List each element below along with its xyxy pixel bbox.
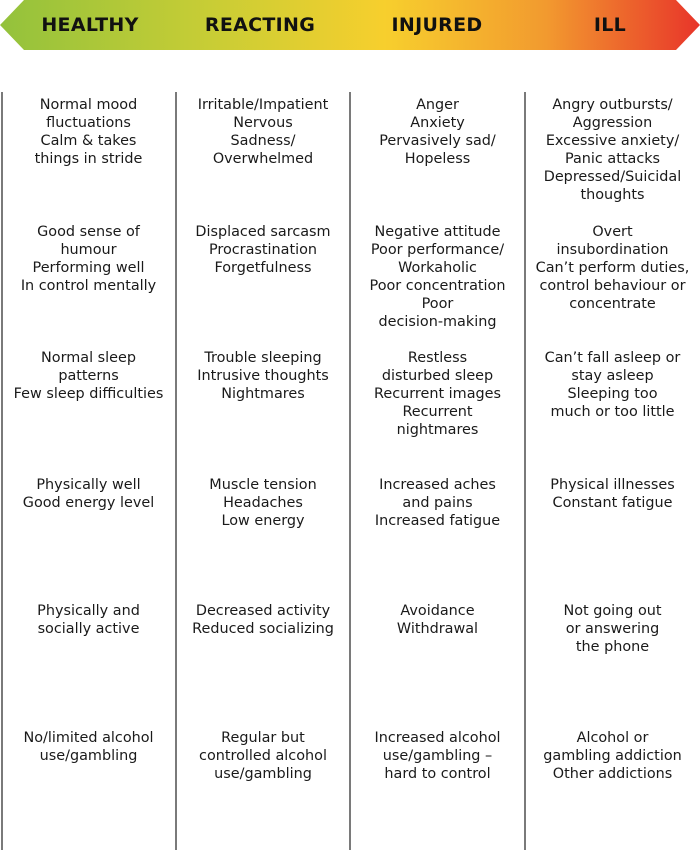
cell-healthy-mood: Normal mood fluctuations Calm & takes things in stride	[34, 97, 143, 167]
cell-injured-mood: Anger Anxiety Pervasively sad/ Hopeless	[379, 97, 496, 167]
cell-injured-physical: Increased aches and pains Increased fatigue	[374, 477, 501, 529]
cell-ill-social: Not going out or answering the phone	[563, 603, 662, 655]
label-reacting: REACTING	[204, 14, 316, 36]
cell-reacting-social: Decreased activity Reduced socializing	[192, 603, 334, 637]
cell-ill-physical: Physical illnesses Constant fatigue	[550, 477, 675, 511]
cell-healthy-attitude: Good sense of humour Performing well In control mentally	[20, 224, 157, 294]
cell-healthy-alcohol: No/limited alcohol use/gambling	[23, 730, 154, 764]
cell-healthy-social: Physically and socially active	[37, 603, 140, 637]
cell-injured-alcohol: Increased alcohol use/gambling – hard to control	[374, 730, 501, 782]
cell-ill-sleep: Can’t fall asleep or stay asleep Sleeping too much or too little	[544, 350, 681, 420]
cell-ill-alcohol: Alcohol or gambling addiction Other addictions	[543, 730, 682, 782]
cell-reacting-mood: Irritable/Impatient Nervous Sadness/ Overwhelmed	[197, 97, 329, 167]
cell-reacting-sleep: Trouble sleeping Intrusive thoughts Nightmares	[197, 350, 329, 402]
cell-ill-mood: Angry outbursts/ Aggression Excessive anxiety/ Panic attacks Depressed/Suicidal thoughts	[543, 97, 682, 203]
cell-healthy-sleep: Normal sleep patterns Few sleep difficulties	[13, 350, 164, 402]
cell-reacting-alcohol: Regular but controlled alcohol use/gambling	[199, 730, 327, 782]
cell-reacting-physical: Muscle tension Headaches Low energy	[209, 477, 317, 529]
label-healthy: HEALTHY	[41, 14, 139, 36]
cell-injured-social: Avoidance Withdrawal	[396, 603, 479, 637]
cell-ill-attitude: Overt insubordination Can’t perform duties, control behaviour or concentrate	[535, 224, 690, 312]
cell-injured-attitude: Negative attitude Poor performance/ Workaholic Poor concentration Poor decision-making	[369, 224, 506, 330]
label-ill: ILL	[593, 14, 627, 36]
cell-healthy-physical: Physically well Good energy level	[22, 477, 155, 511]
cell-reacting-attitude: Displaced sarcasm Procrastination Forgetfulness	[195, 224, 331, 276]
label-injured: INJURED	[391, 14, 483, 36]
continuum-banner	[0, 0, 700, 50]
cell-injured-sleep: Restless disturbed sleep Recurrent images Recurrent nightmares	[373, 350, 501, 438]
